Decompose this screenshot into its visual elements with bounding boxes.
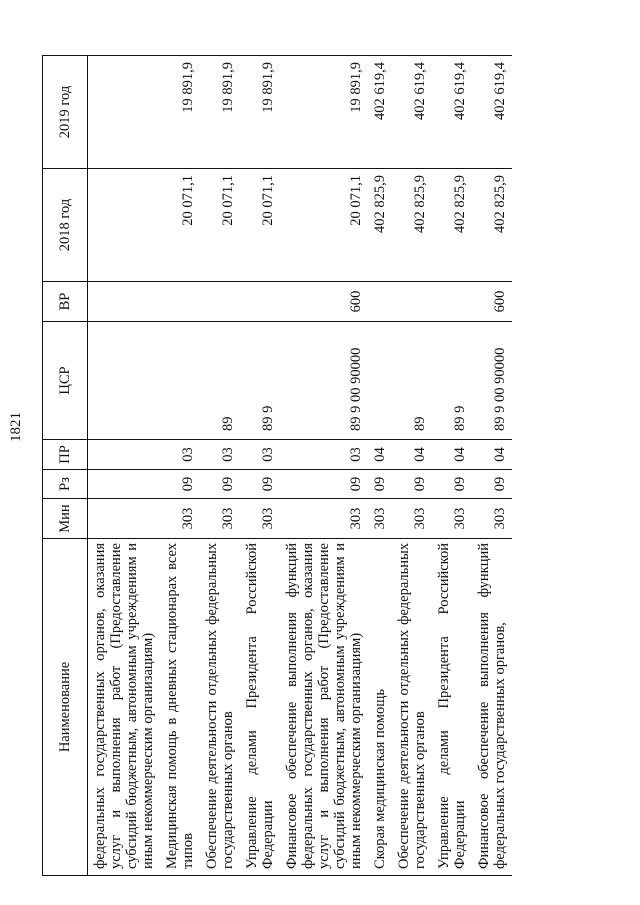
cell-rz: 09 bbox=[160, 470, 200, 499]
cell-rz: 09 bbox=[432, 470, 472, 499]
cell-rz: 09 bbox=[200, 470, 240, 499]
cell-csr bbox=[88, 322, 161, 440]
table-row bbox=[472, 56, 512, 876]
table-header-row bbox=[43, 56, 88, 876]
cell-rz: 09 bbox=[472, 470, 512, 499]
cell-vr bbox=[368, 282, 392, 322]
cell-pr: 04 bbox=[432, 440, 472, 470]
cell-vr bbox=[160, 282, 200, 322]
table-row bbox=[88, 56, 161, 876]
header-2019: 2019 год bbox=[43, 56, 88, 169]
cell-pr bbox=[88, 440, 161, 470]
cell-2018 bbox=[88, 169, 161, 282]
cell-rz: 09 bbox=[240, 470, 280, 499]
cell-vr bbox=[432, 282, 472, 322]
header-pr: ПР bbox=[43, 440, 88, 470]
cell-2018: 402 825,9 bbox=[392, 169, 432, 282]
cell-2018: 402 825,9 bbox=[368, 169, 392, 282]
cell-pr: 03 bbox=[160, 440, 200, 470]
cell-2018: 20 071,1 bbox=[240, 169, 280, 282]
cell-2019: 402 619,4 bbox=[368, 56, 392, 169]
cell-pr: 03 bbox=[240, 440, 280, 470]
cell-2018: 20 071,1 bbox=[200, 169, 240, 282]
cell-min bbox=[88, 499, 161, 539]
table-body bbox=[88, 56, 513, 876]
cell-csr: 89 9 00 90000 bbox=[280, 322, 368, 440]
cell-2019: 402 619,4 bbox=[392, 56, 432, 169]
cell-name: Финансовое обеспечение выполнения функций федеральных государственных органов, bbox=[472, 539, 512, 876]
cell-csr: 89 9 00 90000 bbox=[472, 322, 512, 440]
cell-pr: 04 bbox=[368, 440, 392, 470]
table-row bbox=[160, 56, 200, 876]
cell-2019: 19 891,9 bbox=[160, 56, 200, 169]
cell-vr bbox=[240, 282, 280, 322]
cell-2019: 402 619,4 bbox=[432, 56, 472, 169]
cell-rz: 09 bbox=[368, 470, 392, 499]
cell-rz bbox=[88, 470, 161, 499]
cell-name: Финансовое обеспечение выполнения функций федеральных государственных органов, оказания услуг и выполнения работ (Предоставление субсидий бюджетным, автономным учреждениям и иным некоммерческим организациям) bbox=[280, 539, 368, 876]
cell-min: 303 bbox=[368, 499, 392, 539]
table-row bbox=[368, 56, 392, 876]
cell-vr bbox=[88, 282, 161, 322]
cell-rz: 09 bbox=[280, 470, 368, 499]
cell-min: 303 bbox=[392, 499, 432, 539]
cell-2018: 20 071,1 bbox=[280, 169, 368, 282]
cell-min: 303 bbox=[200, 499, 240, 539]
cell-min: 303 bbox=[280, 499, 368, 539]
header-name: Наименование bbox=[43, 539, 88, 876]
header-2018: 2018 год bbox=[43, 169, 88, 282]
cell-csr bbox=[160, 322, 200, 440]
cell-2019: 19 891,9 bbox=[200, 56, 240, 169]
cell-csr: 89 bbox=[200, 322, 240, 440]
table-row bbox=[392, 56, 432, 876]
cell-vr bbox=[392, 282, 432, 322]
cell-min: 303 bbox=[240, 499, 280, 539]
cell-vr: 600 bbox=[472, 282, 512, 322]
page-number: 1821 bbox=[8, 412, 24, 442]
cell-pr: 04 bbox=[472, 440, 512, 470]
table-row bbox=[200, 56, 240, 876]
cell-csr bbox=[368, 322, 392, 440]
cell-name: Скорая медицинская помощь bbox=[368, 539, 392, 876]
cell-2019: 402 619,4 bbox=[472, 56, 512, 169]
cell-name: Обеспечение деятельности отдельных федеральных государственных органов bbox=[200, 539, 240, 876]
table-row bbox=[280, 56, 368, 876]
cell-min: 303 bbox=[432, 499, 472, 539]
cell-2019 bbox=[88, 56, 161, 169]
table-row bbox=[240, 56, 280, 876]
cell-csr: 89 9 bbox=[432, 322, 472, 440]
budget-table bbox=[42, 55, 512, 876]
table-row bbox=[432, 56, 472, 876]
cell-name: Обеспечение деятельности отдельных федеральных государственных органов bbox=[392, 539, 432, 876]
header-vr: ВР bbox=[43, 282, 88, 322]
cell-name: федеральных государственных органов, оказания услуг и выполнения работ (Предоставление субсидий бюджетным, автономным учреждениям и иным некоммерческим организациям) bbox=[88, 539, 161, 876]
cell-vr: 600 bbox=[280, 282, 368, 322]
cell-pr: 03 bbox=[200, 440, 240, 470]
cell-vr bbox=[200, 282, 240, 322]
cell-csr: 89 9 bbox=[240, 322, 280, 440]
cell-2019: 19 891,9 bbox=[240, 56, 280, 169]
cell-rz: 09 bbox=[392, 470, 432, 499]
cell-name: Медицинская помощь в дневных стационарах всех типов bbox=[160, 539, 200, 876]
cell-min: 303 bbox=[160, 499, 200, 539]
header-rz: Рз bbox=[43, 470, 88, 499]
cell-name: Управление делами Президента Российской Федерации bbox=[240, 539, 280, 876]
cell-pr: 04 bbox=[392, 440, 432, 470]
cell-pr: 03 bbox=[280, 440, 368, 470]
header-min: Мин bbox=[43, 499, 88, 539]
header-csr: ЦСР bbox=[43, 322, 88, 440]
cell-2018: 20 071,1 bbox=[160, 169, 200, 282]
cell-2018: 402 825,9 bbox=[432, 169, 472, 282]
cell-min: 303 bbox=[472, 499, 512, 539]
cell-csr: 89 bbox=[392, 322, 432, 440]
cell-name: Управление делами Президента Российской Федерации bbox=[432, 539, 472, 876]
rotated-table-container bbox=[42, 56, 640, 876]
cell-2019: 19 891,9 bbox=[280, 56, 368, 169]
cell-2018: 402 825,9 bbox=[472, 169, 512, 282]
